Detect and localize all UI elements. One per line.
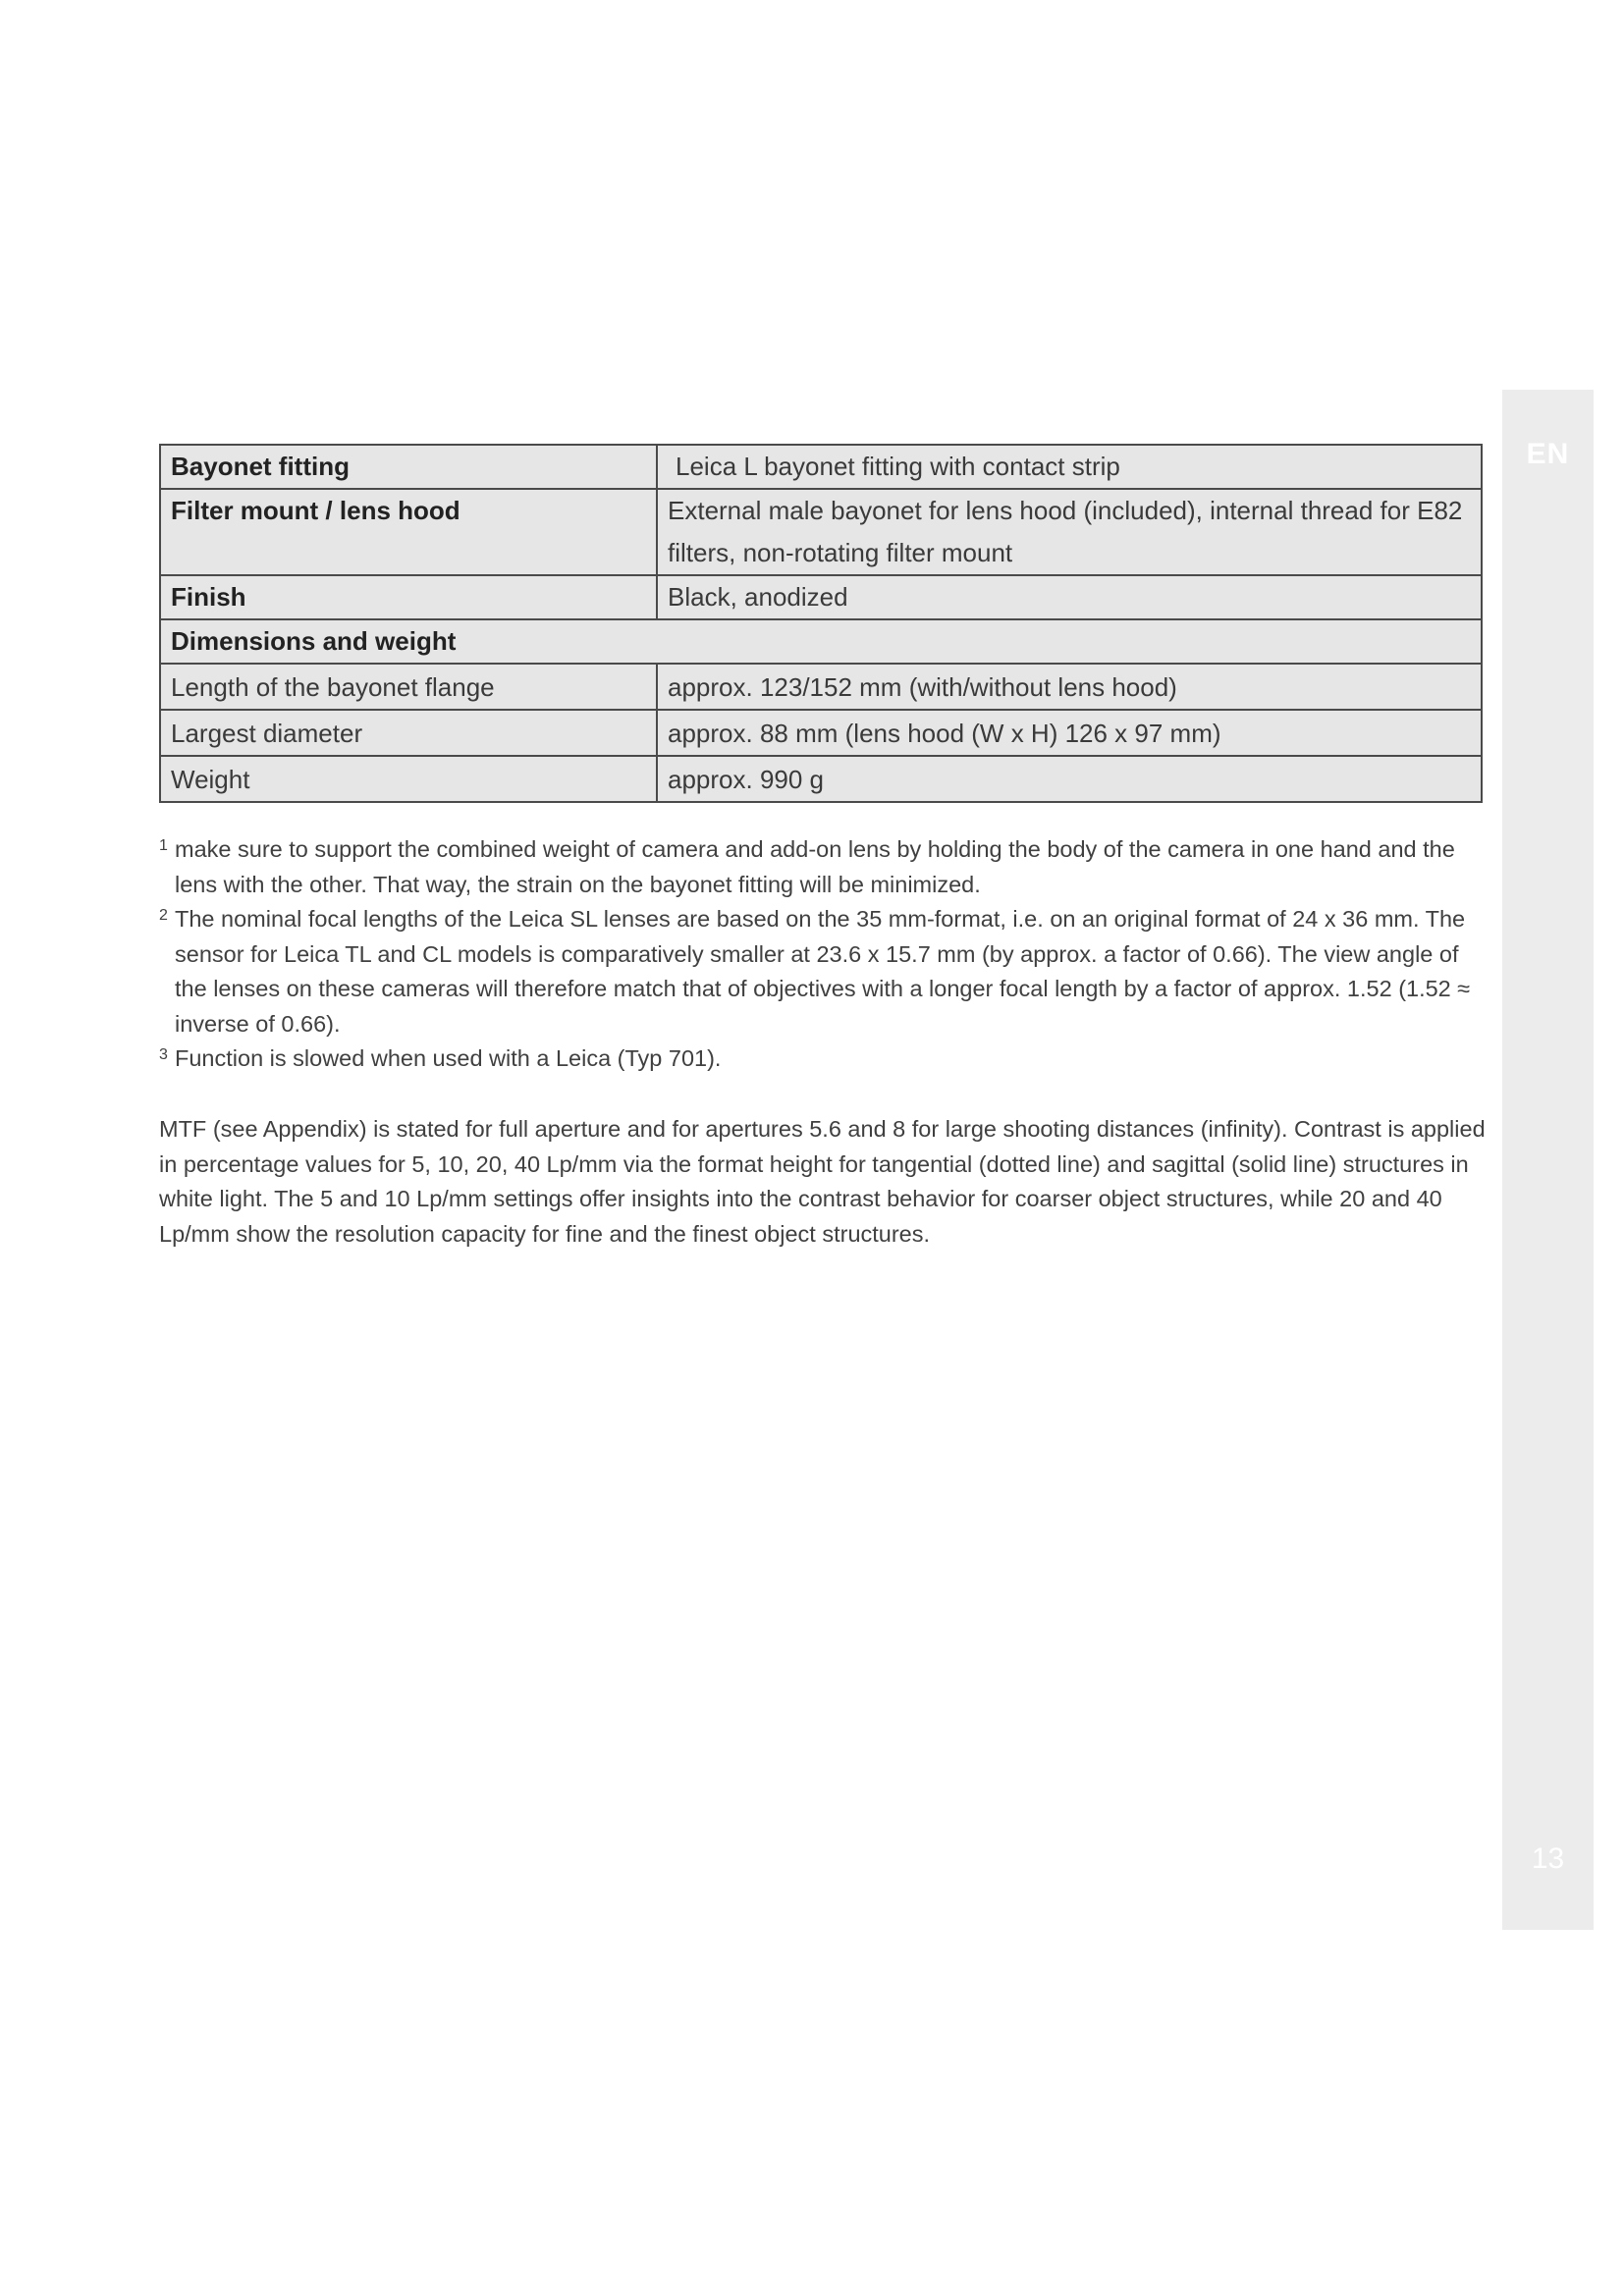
row-value: Black, anodized [657, 575, 1482, 619]
footnote [159, 1041, 1494, 1077]
page-number: 13 [1531, 1842, 1565, 1875]
footnote-marker: 2 [159, 907, 168, 924]
row-value: approx. 123/152 mm (with/without lens hood) [657, 664, 1482, 710]
side-tab [1502, 390, 1594, 1930]
table-row [160, 710, 1482, 756]
footnote-text: make sure to support the combined weight of camera and add-on lens by holding the body of the camera in one hand and the lens with the other. That way, the strain on the bayonet fitting will be minimized. [175, 836, 1455, 897]
row-label: Length of the bayonet flange [160, 664, 657, 710]
row-value: approx. 88 mm (lens hood (W x H) 126 x 97 mm) [657, 710, 1482, 756]
row-value: approx. 990 g [657, 756, 1482, 802]
section-heading: Dimensions and weight [160, 619, 1482, 664]
row-label: Finish [160, 575, 657, 619]
language-label: EN [1526, 438, 1570, 470]
row-label: Weight [160, 756, 657, 802]
table-row [160, 575, 1482, 619]
footnote-marker: 3 [159, 1046, 168, 1063]
table-row [160, 664, 1482, 710]
footnote-text: The nominal focal lengths of the Leica SL lenses are based on the 35 mm-format, i.e. on an original format of 24 x 36 mm. The sensor for Leica TL and CL models is comparatively smaller at 23.6 x 15.7 mm (by approx. a factor of 0.66). The view angle of the lenses on these cameras will therefore match that of objectives with a longer focal length by a factor of approx. 1.52 (1.52 ≈ inverse of 0.66). [175, 906, 1471, 1037]
footnote-marker: 1 [159, 837, 168, 854]
row-label: Filter mount / lens hood [160, 489, 657, 575]
table-row [160, 489, 1482, 575]
footnote [159, 832, 1494, 902]
row-value: External male bayonet for lens hood (included), internal thread for E82 filters, non-rotating filter mount [657, 489, 1482, 575]
row-label: Bayonet fitting [160, 445, 657, 489]
footnotes [159, 832, 1494, 1077]
footnote [159, 902, 1494, 1041]
footnote-text: Function is slowed when used with a Leica (Typ 701). [175, 1045, 722, 1071]
table-row [160, 445, 1482, 489]
table-row [160, 756, 1482, 802]
row-label: Largest diameter [160, 710, 657, 756]
table-section-row [160, 619, 1482, 664]
mtf-paragraph: MTF (see Appendix) is stated for full aperture and for apertures 5.6 and 8 for large shooting distances (infinity). Contrast is applied in percentage values for 5, 10, 20, 40 Lp/mm via the format height for tangential (dotted line) and sagittal (solid line) structures in white light. The 5 and 10 Lp/mm settings offer insights into the contrast behavior for coarser object structures, while 20 and 40 Lp/mm show the resolution capacity for fine and the finest object structures. [159, 1116, 1486, 1247]
spec-table [159, 444, 1483, 803]
row-value: Leica L bayonet fitting with contact strip [657, 445, 1482, 489]
